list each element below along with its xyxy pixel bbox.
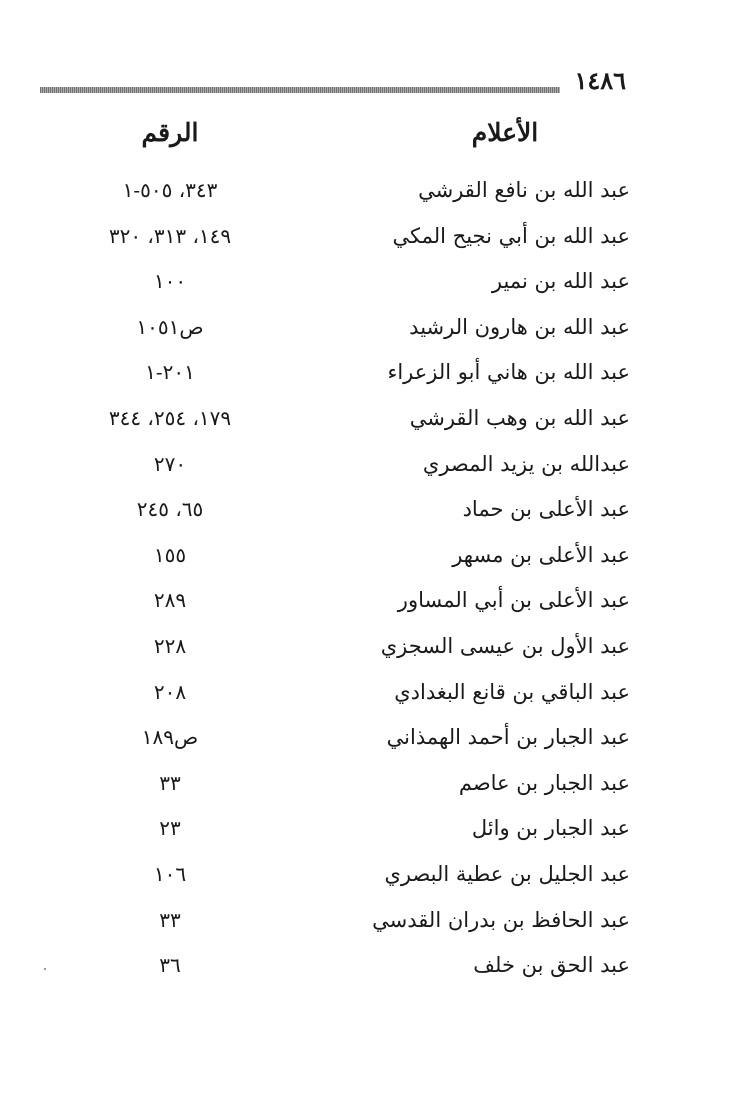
reference-numbers: ٣٦	[159, 953, 181, 978]
table-row	[80, 352, 640, 398]
reference-numbers: ١٥٥	[153, 542, 187, 567]
reference-numbers: ٢٠٨	[153, 679, 187, 704]
table-row	[80, 398, 640, 444]
table-row	[80, 808, 640, 854]
table-row	[80, 945, 640, 991]
reference-numbers: ٢٧٠	[153, 451, 187, 476]
scan-speck	[44, 968, 46, 970]
reference-numbers: ١٠٦	[153, 861, 187, 886]
table-row	[80, 444, 640, 490]
table-row	[80, 261, 640, 307]
person-name: عبد الله بن وهب القرشي	[409, 405, 630, 430]
person-name: عبدالله بن يزيد المصري	[422, 451, 630, 476]
person-name: عبد الأعلى بن مسهر	[452, 542, 630, 567]
person-name: عبد الحق بن خلف	[473, 953, 630, 978]
person-name: عبد الله بن هارون الرشيد	[409, 314, 630, 339]
table-row	[80, 307, 640, 353]
person-name: عبد الأعلى بن أبي المساور	[397, 588, 630, 613]
person-name: عبد الحافظ بن بدران القدسي	[372, 907, 630, 932]
person-name: عبد الجبار بن أحمد الهمذاني	[386, 725, 630, 750]
person-name: عبد الجبار بن عاصم	[458, 770, 630, 795]
reference-numbers: ٦٥، ٢٤٥	[136, 497, 204, 522]
reference-numbers: ٣٣	[159, 770, 181, 795]
table-row	[80, 717, 640, 763]
table-row	[80, 535, 640, 581]
index-table	[80, 170, 640, 991]
person-name: عبد الله بن هاني أبو الزعراء	[387, 360, 630, 385]
person-name: عبد الجبار بن وائل	[471, 816, 630, 841]
person-name: عبد الأول بن عيسى السجزي	[380, 633, 630, 658]
person-name: عبد الله بن أبي نجيح المكي	[392, 223, 630, 248]
reference-numbers: ١٧٩، ٢٥٤، ٣٤٤	[108, 405, 232, 430]
person-name: عبد الجليل بن عطية البصري	[384, 861, 630, 886]
table-row	[80, 763, 640, 809]
page-number: ١٤٨٦	[574, 66, 626, 95]
table-row	[80, 170, 640, 216]
reference-numbers: ٣٤٣، ٥٠٥-١	[122, 178, 218, 202]
table-row	[80, 216, 640, 262]
column-header-numbers: الرقم	[141, 118, 199, 147]
table-row	[80, 672, 640, 718]
header-rule	[40, 87, 560, 93]
table-row	[80, 489, 640, 535]
reference-numbers: ١٠٠	[153, 269, 187, 294]
reference-numbers: ٢٢٨	[153, 633, 187, 658]
reference-numbers: ٢٨٩	[153, 588, 187, 613]
reference-numbers: ص١٠٥١	[136, 314, 204, 339]
column-header-names: الأعلام	[471, 118, 539, 147]
reference-numbers: ص١٨٩	[141, 725, 199, 750]
table-row	[80, 626, 640, 672]
reference-numbers: ١٤٩، ٣١٣، ٣٢٠	[108, 223, 232, 248]
table-row	[80, 900, 640, 946]
table-row	[80, 854, 640, 900]
reference-numbers: ٢٣	[159, 816, 181, 841]
person-name: عبد الله بن نمير	[491, 269, 630, 294]
person-name: عبد الباقي بن قانع البغدادي	[394, 679, 630, 704]
reference-numbers: ٢٠١-١	[145, 360, 195, 385]
person-name: عبد الله بن نافع القرشي	[418, 178, 630, 202]
table-row	[80, 580, 640, 626]
reference-numbers: ٣٣	[159, 907, 181, 932]
person-name: عبد الأعلى بن حماد	[462, 497, 630, 522]
